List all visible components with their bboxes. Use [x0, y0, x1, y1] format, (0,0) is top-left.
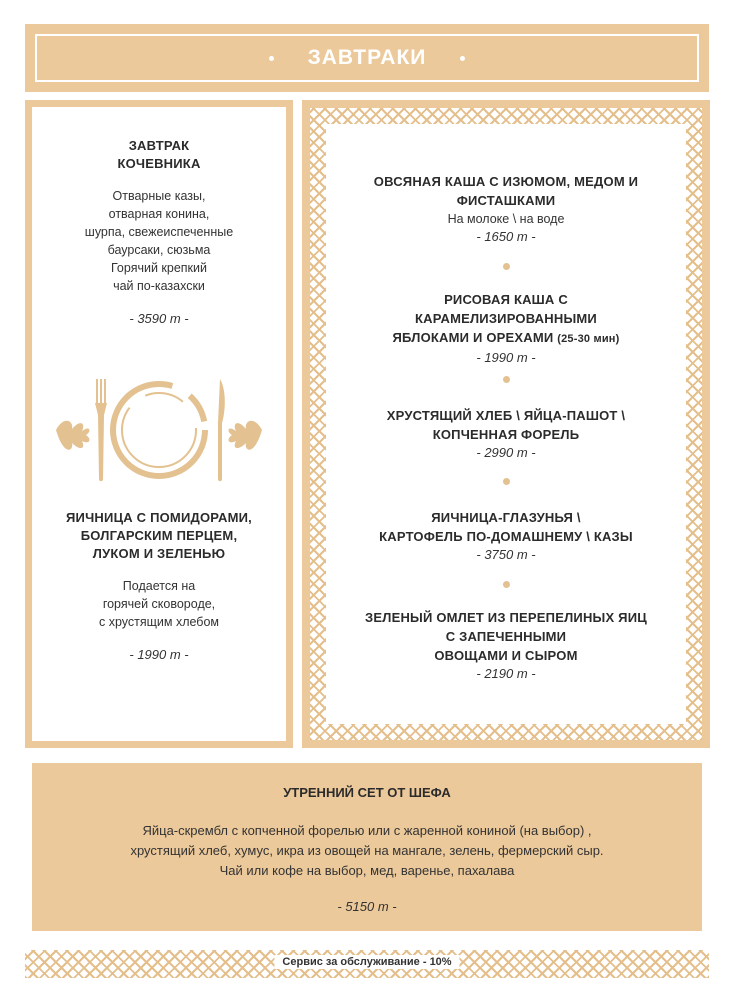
left-panel-inner	[32, 107, 286, 741]
dish-title-line: ЛУКОМ И ЗЕЛЕНЬЮ	[92, 546, 226, 561]
dish-title-line: ХРУСТЯЩИЙ ХЛЕБ \ ЯЙЦА-ПАШОТ \	[386, 408, 626, 423]
dish-title	[32, 509, 286, 563]
dish-title-line: С ЗАПЕЧЕННЫМИ	[445, 629, 567, 644]
menu-item-fried-eggs-potato	[326, 508, 686, 564]
menu-item-bread-egg-trout	[326, 406, 686, 462]
desc-line: с хрустящим хлебом	[98, 615, 220, 629]
chef-set-title: УТРЕННИЙ СЕТ ОТ ШЕФА	[283, 785, 451, 800]
menu-item-green-omelette	[326, 608, 686, 683]
right-panel-inner	[326, 124, 686, 724]
separator-dot	[503, 478, 510, 485]
dish-title-line: ОВСЯНАЯ КАША С ИЗЮМОМ, МЕДОМ И	[373, 174, 639, 189]
dish-title-line: РИСОВАЯ КАША С	[444, 292, 568, 307]
chef-set-description	[32, 821, 702, 881]
desc-line: отварная конина,	[108, 207, 210, 221]
dish-price: - 2190 т -	[476, 666, 536, 681]
dish-price: - 3750 т -	[476, 547, 536, 562]
dish-title-line: ЯБЛОКАМИ И ОРЕХАМИ	[392, 330, 554, 345]
dish-title	[326, 406, 686, 444]
service-charge-note: Сервис за обслуживание - 10%	[274, 955, 459, 969]
dish-description	[32, 577, 286, 631]
dish-subtitle: На молоке \ на воде	[447, 212, 565, 226]
dish-title-line: КАРАМЕЛИЗИРОВАННЫМИ	[415, 311, 597, 326]
desc-line: Отварные казы,	[112, 189, 206, 203]
dish-price: - 1650 т -	[476, 229, 536, 244]
header-dot-left	[269, 56, 274, 61]
page-title: ЗАВТРАКИ	[307, 46, 427, 69]
cooking-time-note: (25-30 мин)	[557, 333, 620, 345]
desc-line: хрустящий хлеб, хумус, икра из овощей на мангале, зелень, фермерский сыр.	[130, 843, 604, 858]
desc-line: Чай или кофе на выбор, мед, варенье, пахалава	[219, 863, 515, 878]
dish-title-line: КОЧЕВНИКА	[117, 156, 201, 171]
separator-dot	[503, 263, 510, 270]
dish-title	[32, 137, 286, 173]
plate-and-cutlery-icon	[52, 375, 266, 485]
desc-line: шурпа, свежеиспеченные	[84, 225, 234, 239]
separator-dot	[503, 581, 510, 588]
dish-price: - 1990 т -	[129, 647, 189, 662]
right-panel	[302, 100, 710, 748]
dish-title-line: ОВОЩАМИ И СЫРОМ	[434, 648, 578, 663]
chef-set-inner	[32, 763, 702, 931]
dish-price: - 3590 т -	[129, 311, 189, 326]
menu-item-nomad-breakfast	[32, 137, 286, 326]
dish-title-line: БОЛГАРСКИМ ПЕРЦЕМ,	[80, 528, 238, 543]
dish-title	[326, 172, 686, 210]
dish-price: - 2990 т -	[476, 445, 536, 460]
desc-line: Горячий крепкий	[111, 261, 207, 275]
dish-title	[326, 290, 686, 349]
desc-line: чай по-казахски	[113, 279, 205, 293]
desc-line: Подается на	[122, 579, 196, 593]
left-panel	[25, 100, 293, 748]
header-frame	[35, 34, 699, 82]
dish-title-line: КОПЧЕННАЯ ФОРЕЛЬ	[432, 427, 580, 442]
dish-title-line: ЗЕЛЕНЫЙ ОМЛЕТ ИЗ ПЕРЕПЕЛИНЫХ ЯИЦ	[365, 610, 647, 625]
dish-title	[326, 608, 686, 665]
dish-price: - 1990 т -	[476, 350, 536, 365]
dish-title	[326, 508, 686, 546]
desc-line: Яйца-скрембл с копченной форелью или с жаренной кониной (на выбор) ,	[142, 823, 592, 838]
dish-description	[32, 187, 286, 295]
footer-ornament	[25, 950, 709, 978]
chef-set-price: - 5150 т -	[337, 899, 397, 914]
header-dot-right	[460, 56, 465, 61]
menu-item-rice-porridge	[326, 290, 686, 367]
desc-line: горячей сковороде,	[102, 597, 216, 611]
separator-dot	[503, 376, 510, 383]
header-banner	[25, 24, 709, 92]
dish-title-line: ФИСТАШКАМИ	[456, 193, 556, 208]
chef-set-panel	[25, 756, 709, 938]
menu-item-oatmeal	[326, 172, 686, 246]
dish-title-line: КАРТОФЕЛЬ ПО-ДОМАШНЕМУ \ КАЗЫ	[379, 529, 633, 544]
dish-title-line: ЗАВТРАК	[128, 138, 190, 153]
menu-item-omelette-tomatoes	[32, 509, 286, 662]
dish-title-line: ЯИЧНИЦА С ПОМИДОРАМИ,	[66, 510, 252, 525]
dish-title-line: ЯИЧНИЦА-ГЛАЗУНЬЯ \	[431, 510, 581, 525]
desc-line: баурсаки, сюзьма	[107, 243, 211, 257]
